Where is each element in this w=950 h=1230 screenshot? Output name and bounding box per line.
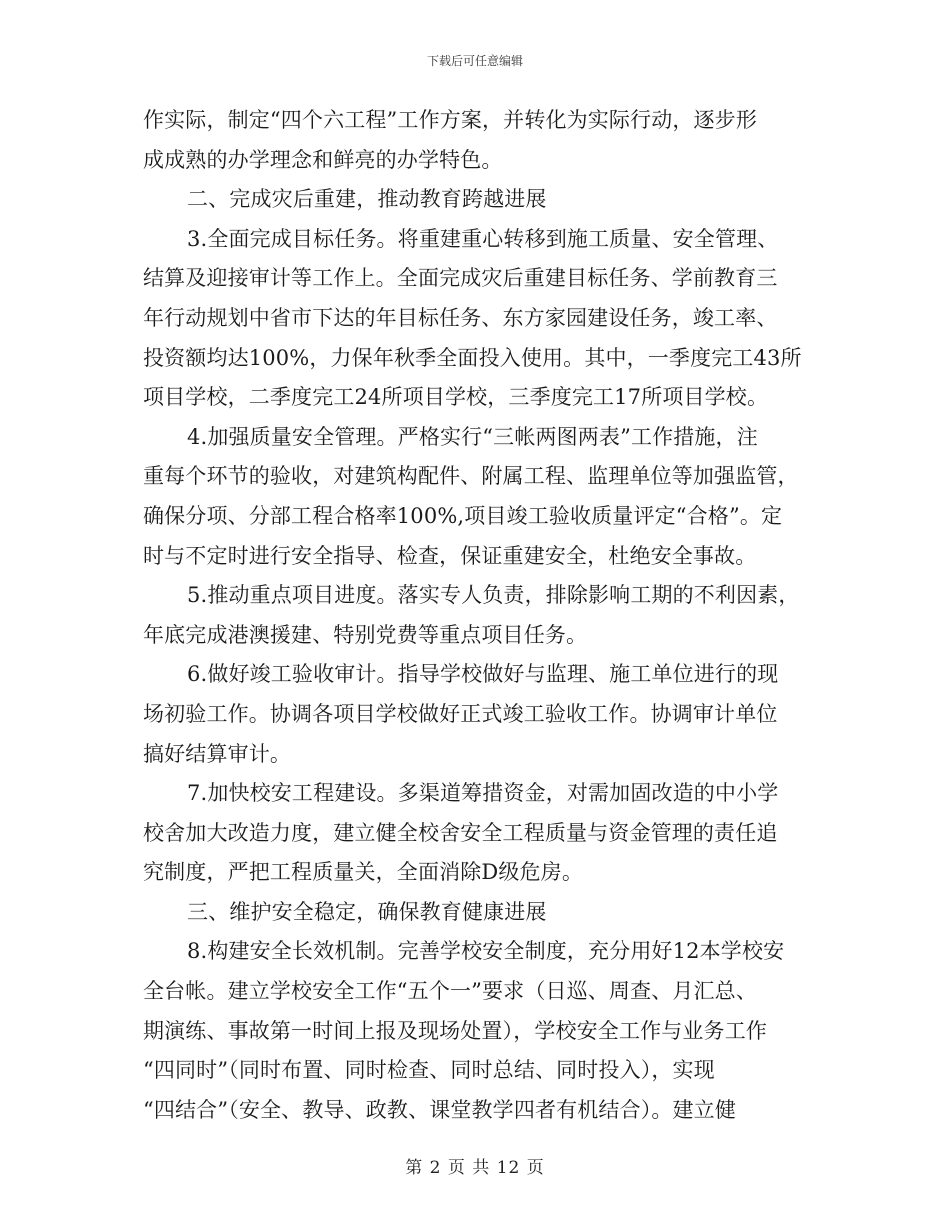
header-note: 下载后可任意编辑 <box>426 54 523 68</box>
document-body <box>143 101 807 1130</box>
section-heading: 二、完成灾后重建，推动教育跨越进展 <box>187 187 547 212</box>
body-line: “四同时”（同时布置、同时检查、同时总结、同时投入），实现 <box>143 1058 715 1083</box>
body-line: 成成熟的办学理念和鲜亮的办学特色。 <box>143 147 503 172</box>
body-line: 7.加快校安工程建设。多渠道筹措资金，对需加固改造的中小学 <box>187 781 779 806</box>
body-line: 作实际，制定“四个六工程”工作方案，并转化为实际行动，逐步形 <box>143 108 757 132</box>
body-line: 5.推动重点项目进度。落实专人负责，排除影响工期的不利因素， <box>187 583 800 608</box>
body-line: 搞好结算审计。 <box>143 741 292 766</box>
body-line: 结算及迎接审计等工作上。全面完成灾后重建目标任务、学前教育三 <box>143 266 778 291</box>
body-line: 6.做好竣工验收审计。指导学校做好与监理、施工单位进行的现 <box>187 662 779 687</box>
body-line: 8.构建安全长效机制。完善学校安全制度，充分用好12本学校安 <box>187 939 785 964</box>
body-line: “四结合”（安全、教导、政教、课堂教学四者有机结合）。建立健 <box>143 1097 736 1122</box>
body-line: 投资额均达100%，力保年秋季全面投入使用。其中，一季度完工43所 <box>143 345 802 370</box>
body-line: 究制度，严把工程质量关，全面消除D级危房。 <box>143 860 583 885</box>
body-line: 确保分项、分部工程合格率100%,项目竣工验收质量评定“合格”。定 <box>143 503 783 528</box>
body-line: 年底完成港澳援建、特别党费等重点项目任务。 <box>143 622 588 647</box>
body-line: 校舍加大改造力度，建立健全校舍安全工程质量与资金管理的责任追 <box>143 820 778 845</box>
body-line: 全台帐。建立学校安全工作“五个一”要求（日巡、周查、月汇总、 <box>143 979 757 1004</box>
body-line: 年行动规划中省市下达的年目标任务、东方家园建设任务，竣工率、 <box>143 305 778 330</box>
body-line: 3.全面完成目标任务。将重建重心转移到施工质量、安全管理、 <box>187 226 779 251</box>
body-line: 时与不定时进行安全指导、检查，保证重建安全，杜绝安全事故。 <box>143 543 757 568</box>
body-line: 场初验工作。协调各项目学校做好正式竣工验收工作。协调审计单位 <box>143 701 778 726</box>
body-line: 重每个环节的验收，对建筑构配件、附属工程、监理单位等加强监管， <box>143 464 799 489</box>
body-line: 项目学校，二季度完工24所项目学校，三季度完工17所项目学校。 <box>143 385 769 410</box>
section-heading: 三、维护安全稳定，确保教育健康进展 <box>187 899 547 924</box>
body-line: 期演练、事故第一时间上报及现场处置），学校安全工作与业务工作 <box>143 1018 767 1043</box>
page-number-footer: 第 2 页 共 12 页 <box>405 1158 545 1178</box>
body-line: 4.加强质量安全管理。严格实行“三帐两图两表”工作措施，注 <box>187 424 758 449</box>
